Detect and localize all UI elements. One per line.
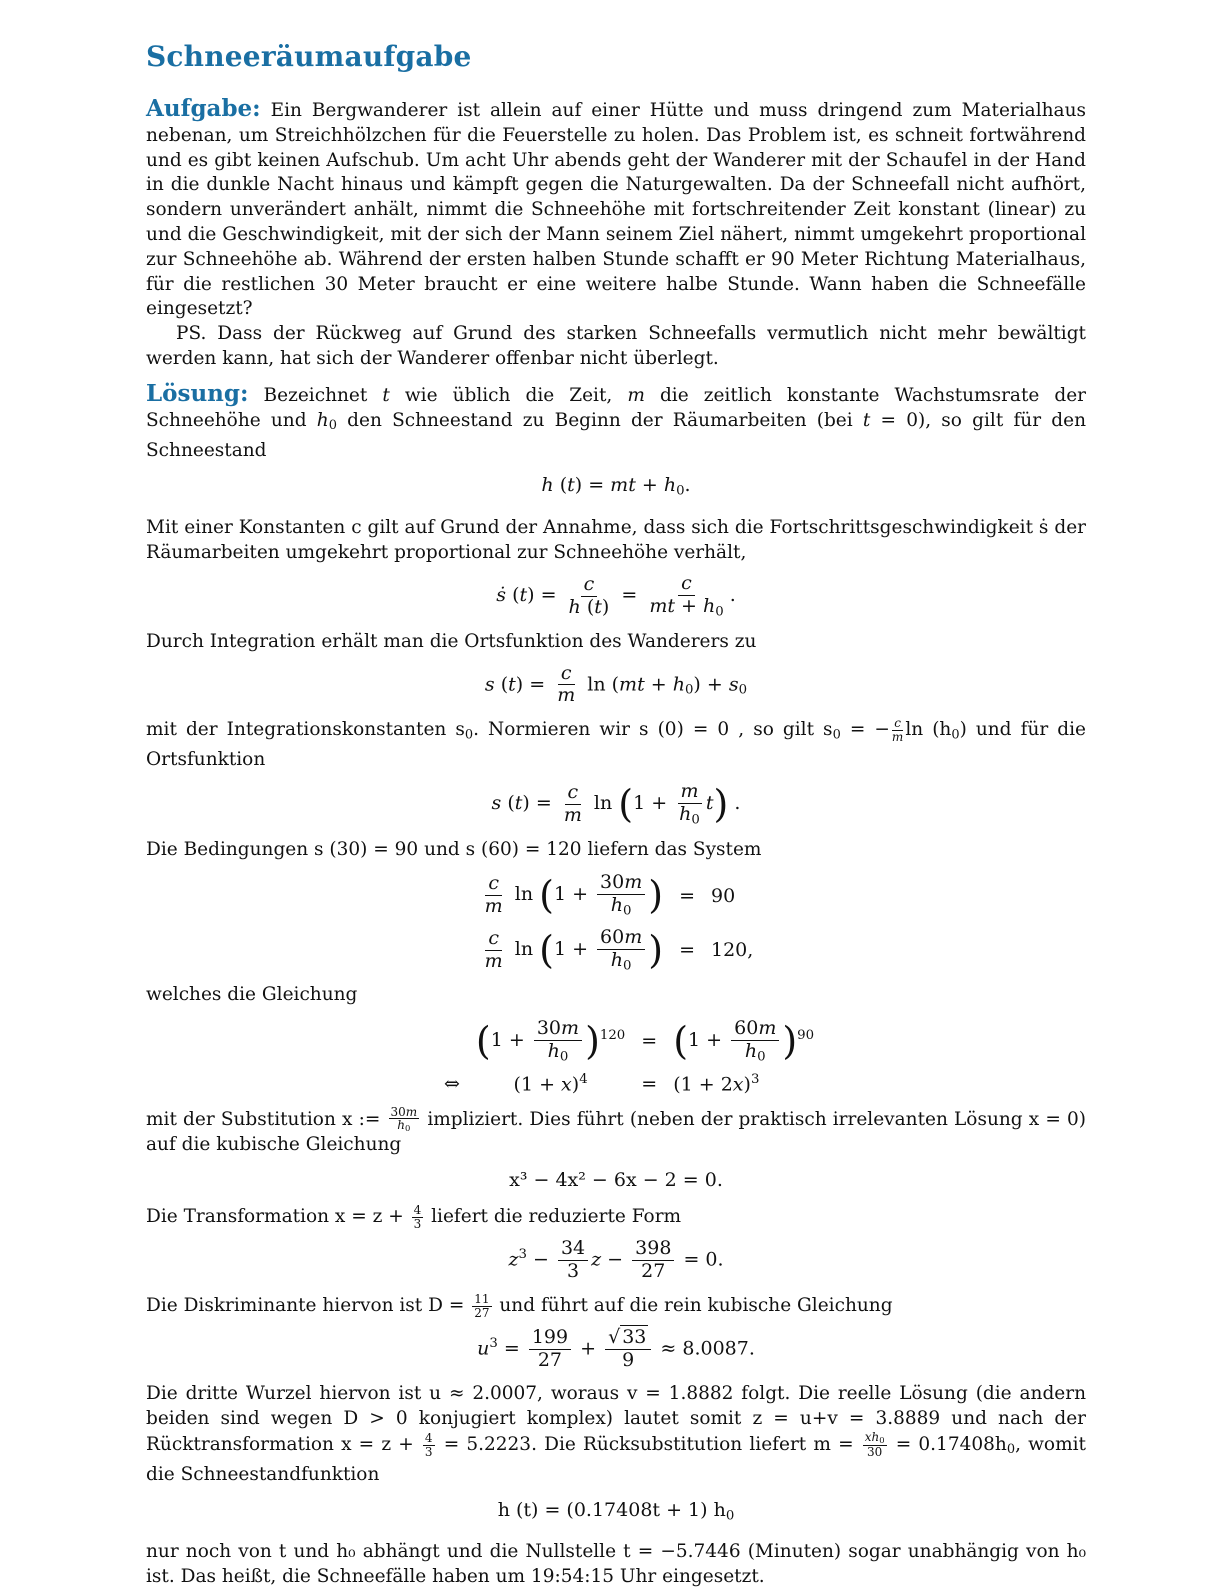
paragraph-conclusion: nur noch von t und h₀ abhängt und die Nullstelle t = −5.7446 (Minuten) sogar unabhängig von h₀ ist. Das heißt, die Schneefälle haben um 19:54:15 Uhr eingesetzt.	[146, 1541, 1086, 1588]
paragraph-integration: Durch Integration erhält man die Ortsfunktion des Wanderers zu	[146, 630, 757, 652]
task-ps: PS. Dass der Rückweg auf Grund des starken Schneefalls vermutlich nicht mehr bewältigt werden kann, hat sich der Wanderer offenbar nicht überlegt.	[146, 323, 1086, 369]
equation-power: (1 + $\frac{30m}{h_0}$ )$^{120}$ = (1 + $\frac{60m}{h_0}$ )$^{90}$ ⇔ $(1 + x)^4$ = $(1 + 2x)^3$	[444, 1017, 815, 1096]
solution-paragraph: Lösung: Bezeichnet t wie üblich die Zeit, m die zeitlich konstante Wachstumsrate der Schneehöhe und $h_0$ den Schneestand zu Beginn der Räumarbeiten (bei t = 0), so gilt für den Schneestand	[146, 379, 1087, 461]
equation-system: $\frac{c}{m}$ ln (1 + $\frac{30m}{h_0}$ ) = 90 $\frac{c}{m}$ ln (1 + $\frac{60m}{h_0}$ ) = 120,	[484, 871, 754, 973]
equation-h: h (t) = mt + $h_0$.	[541, 474, 691, 499]
equation-s-normalized: s (t) = $\frac{c}{m}$ ln (1 + $\frac{m}{h_0}$ t) .	[491, 780, 741, 828]
equation-final: h (t) = (0.17408t + 1) $h_0$	[497, 1499, 735, 1524]
paragraph-velocity: Mit einer Konstanten c gilt auf Grund der Annahme, dass sich die Fortschrittsgeschwindigkeit ṡ der Räumarbeiten umgekehrt proportional zur Schneehöhe verhält,	[146, 516, 1086, 563]
document	[146, 40, 1086, 1590]
solution-label: Lösung:	[146, 379, 249, 407]
equation-cubic: x³ − 4x² − 6x − 2 = 0.	[509, 1169, 723, 1192]
paragraph-transformation: Die Transformation x = z + $\frac{4}{3}$ liefert die reduzierte Form	[146, 1203, 682, 1231]
task-paragraph	[146, 97, 1086, 322]
paragraph-equation: welches die Gleichung	[146, 984, 358, 1006]
equation-sdot: ṡ (t) = $\frac{c}{h (t)}$ = $\frac{c}{mt + h_0}$ .	[496, 572, 736, 620]
paragraph-roots: Die dritte Wurzel hiervon ist u ≈ 2.0007, woraus v = 1.8882 folgt. Die reelle Lösung (die andern beiden sind wegen D > 0 konjugiert komplex) lautet somit z = u+v = 3.8889 und nach der Rücktransformation x = z + $\frac{4}{3}$ = 5.2223. Die Rücksubstitution liefert m = $\frac{xh_0}{30}$ = $0.17408h_0$, womit die Schneestandfunktion	[146, 1382, 1086, 1486]
paragraph-substitution: mit der Substitution x := $\frac{30m}{h_0}$ impliziert. Dies führt (neben der praktisch irrelevanten Lösung x = 0) auf die kubische Gleichung	[146, 1104, 1086, 1156]
task-text: Ein Bergwanderer ist allein auf einer Hütte und muss dringend zum Materialhaus nebenan, um Streichhölzchen für die Feuerstelle zu holen. Das Problem ist, es schneit fortwährend und es gibt keinen Aufschub. Um acht Uhr abends geht der Wanderer mit der Schaufel in der Hand in die dunkle Nacht hinaus und kämpft gegen die Naturgewalten. Da der Schneefall nicht aufhört, sondern unverändert anhält, nimmt die Schneehöhe mit fortschreitender Zeit konstant (linear) zu und die Geschwindigkeit, mit der sich der Mann seinem Ziel nähert, nimmt umgekehrt proportional zur Schneehöhe ab. Während der ersten halben Stunde schafft er 90 Meter Richtung Materialhaus, für die restlichen 30 Meter braucht er eine weitere halbe Stunde. Wann haben die Schneefälle eingesetzt?	[146, 100, 1086, 320]
task-label: Aufgabe:	[146, 95, 261, 122]
page-title: Schneeräumaufgabe	[146, 40, 472, 73]
equation-reduced: $z^3$ − $\frac{34}{3}$ z − $\frac{398}{27}$ = 0.	[508, 1237, 724, 1283]
equation-u: $u^3$ = $\frac{199}{27}$ + $\frac{√ 33}{9}$ ≈ 8.0087.	[477, 1326, 755, 1371]
paragraph-discriminant: Die Diskriminante hiervon ist D = $\frac{11}{27}$ und führt auf die rein kubische Gleichung	[146, 1291, 893, 1320]
paragraph-normalize: mit der Integrationskonstanten $s_0$. Normieren wir s (0) = 0 , so gilt $s_0$ = − $\frac{c}{m}$ $\ln (h_0)$ und für die Ortsfunktion	[146, 716, 1086, 771]
equation-s: s (t) = $\frac{c}{m}$ $\ln (mt + h_0) + s_0$	[484, 661, 748, 707]
paragraph-conditions: Die Bedingungen s (30) = 90 und s (60) = 120 liefern das System	[146, 838, 762, 860]
